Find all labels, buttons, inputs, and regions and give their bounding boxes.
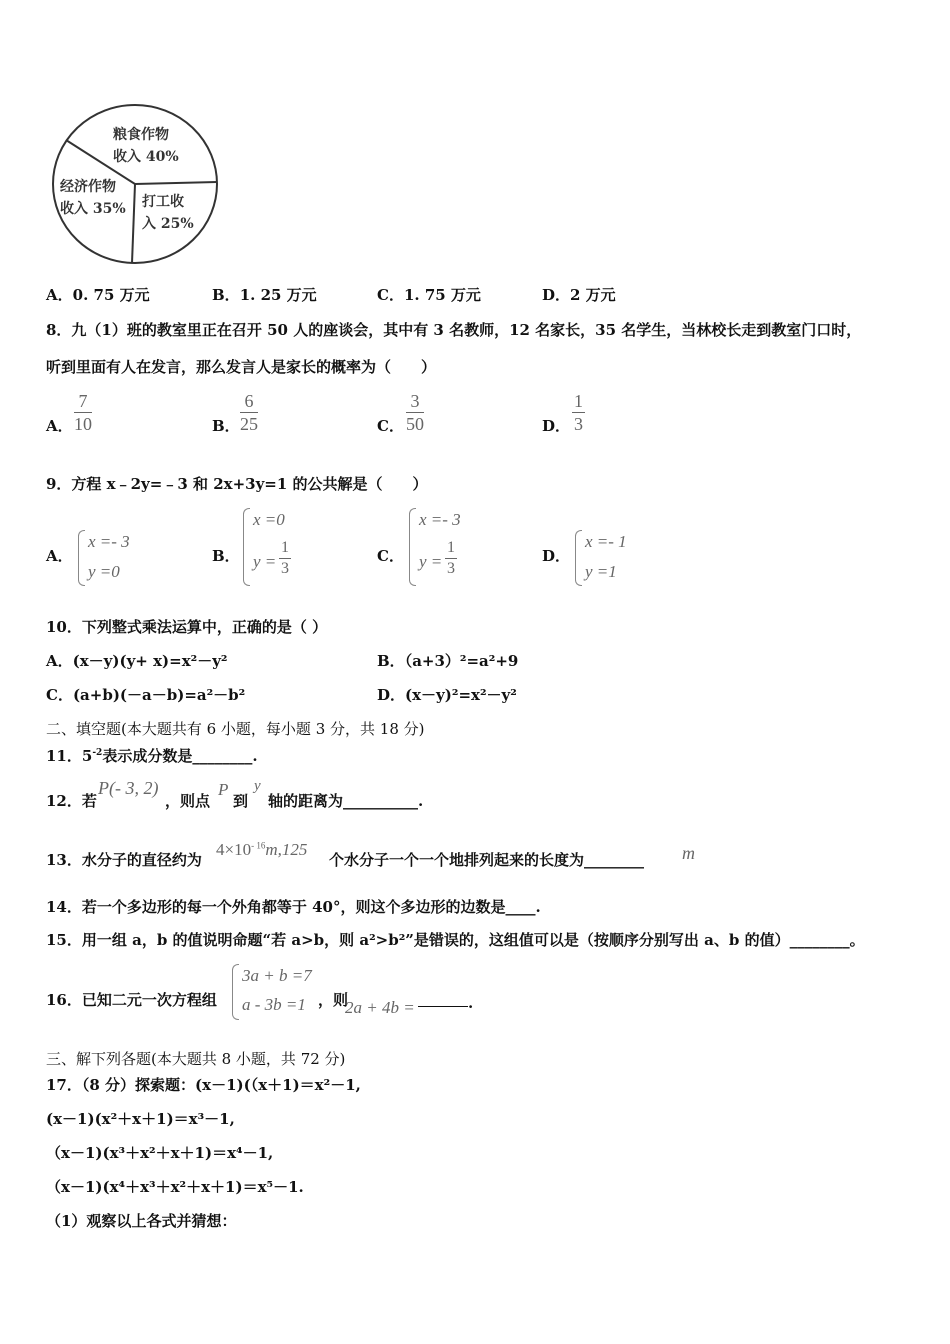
q9-option-b-letter: B． bbox=[212, 547, 240, 565]
q9-option-b-system: x =0 y = $\frac{1}{3}$ bbox=[243, 508, 313, 586]
q8-option-d-fraction: $\frac{1}{3}$ bbox=[574, 391, 583, 434]
q9-option-d-letter: D． bbox=[542, 547, 571, 565]
q13-post: 个水分子一个一个地排列起来的长度为________ bbox=[329, 851, 645, 869]
q16-expression: 2a + 4b = bbox=[345, 998, 415, 1017]
pie-label-cash-crop: 经济作物 收入 35% bbox=[60, 179, 126, 217]
q12-mid1: ，则点 bbox=[165, 792, 211, 810]
q16-system: 3a + b =7 a - 3b =1 bbox=[232, 964, 322, 1020]
q16-pre: 16．已知二元一次方程组 bbox=[46, 991, 217, 1009]
q9-option-a-system: x =- 3 y =0 bbox=[78, 530, 158, 586]
q13-unit: m bbox=[682, 843, 695, 863]
q8-option-a-letter: A． bbox=[46, 417, 73, 435]
q9-stem: 9．方程 x﹣2y=﹣3 和 2x+3y=1 的公共解是（ ） bbox=[46, 475, 428, 493]
q10-option-d: D．(x－y)²=x²－y² bbox=[377, 686, 517, 704]
q17-line2: （x－1)(x³＋x²＋x＋1)＝x⁴－1, bbox=[46, 1144, 274, 1162]
q12-y: y bbox=[254, 778, 261, 794]
q12-pre: 12．若 bbox=[46, 792, 97, 810]
q10-stem: 10．下列整式乘法运算中，正确的是（ ） bbox=[46, 618, 328, 636]
q8-stem-line2: 听到里面有人在发言，那么发言人是家长的概率为（ ） bbox=[46, 358, 437, 376]
q9-option-c-letter: C． bbox=[377, 547, 404, 565]
q12-mid2: 到 bbox=[233, 792, 249, 810]
q14: 14．若一个多边形的每一个外角都等于 40°，则这个多边形的边数是____. bbox=[46, 898, 541, 916]
q17-line1: (x－1)(x²＋x＋1)＝x³－1, bbox=[46, 1110, 235, 1128]
pie-label-work: 打工收 入 25% bbox=[142, 194, 194, 232]
q8-option-d-letter: D． bbox=[542, 417, 571, 435]
q8-option-b-fraction: $\frac{6}{25}$ bbox=[240, 391, 258, 434]
q16-post: . bbox=[468, 994, 474, 1012]
q7-option-d: D．2 万元 bbox=[542, 286, 616, 304]
q9-option-d-system: x =- 1 y =1 bbox=[575, 530, 655, 586]
q15: 15．用一组 a，b 的值说明命题“若 a>b，则 a²>b²”是错误的，这组值可以是（按顺序分别写出 a、b 的值）________。 bbox=[46, 931, 865, 949]
q7-option-b: B．1. 25 万元 bbox=[212, 286, 317, 304]
q8-stem-line1: 8．九（1）班的教室里正在召开 50 人的座谈会，其中有 3 名教师，12 名家长，35 名学生，当林校长走到教室门口时， bbox=[46, 321, 862, 339]
q17-line4: （1）观察以上各式并猜想： bbox=[46, 1212, 237, 1230]
q17-stem: 17．（8 分）探索题：(x－1)(（x＋1)＝x²－1, bbox=[46, 1076, 361, 1094]
q8-option-c-fraction: $\frac{3}{50}$ bbox=[406, 391, 424, 434]
q8-option-b-letter: B． bbox=[212, 417, 240, 435]
q10-option-c: C．(a+b)(－a－b)=a²－b² bbox=[46, 686, 246, 704]
q12-point: P(- 3, 2) bbox=[98, 778, 159, 798]
q12-p: P bbox=[218, 780, 229, 799]
q7-option-a: A．0. 75 万元 bbox=[46, 286, 150, 304]
q9-option-c-system: x =- 3 y = $\frac{1}{3}$ bbox=[409, 508, 489, 586]
q17-line3: （x－1)(x⁴＋x³＋x²＋x＋1)＝x⁵－1. bbox=[46, 1178, 304, 1196]
section2-heading: 二、填空题(本大题共有 6 小题，每小题 3 分，共 18 分) bbox=[46, 720, 425, 738]
q16-answer-blank bbox=[418, 1006, 468, 1007]
q9-option-a-letter: A． bbox=[46, 547, 73, 565]
q12-post: 轴的距离为__________. bbox=[268, 792, 424, 810]
q10-option-b: B．（a+3）²=a²+9 bbox=[377, 652, 519, 670]
q7-option-c: C．1. 75 万元 bbox=[377, 286, 481, 304]
section3-heading: 三、解下列各题(本大题共 8 小题，共 72 分) bbox=[46, 1050, 346, 1068]
q11: 11．$5^{-2}$表示成分数是________. bbox=[46, 747, 258, 765]
q13-expression: $4\times 10^{- 16}m,125$ bbox=[216, 840, 308, 859]
q13-pre: 13．水分子的直径约为 bbox=[46, 851, 202, 869]
q10-option-a: A．(x－y)(y+ x)=x²－y² bbox=[46, 652, 228, 670]
q8-option-a-fraction: $\frac{7}{10}$ bbox=[74, 391, 92, 434]
q8-option-c-letter: C． bbox=[377, 417, 404, 435]
pie-label-grain: 粮食作物 收入 40% bbox=[113, 127, 179, 165]
q16-mid: ，则 bbox=[318, 991, 349, 1009]
